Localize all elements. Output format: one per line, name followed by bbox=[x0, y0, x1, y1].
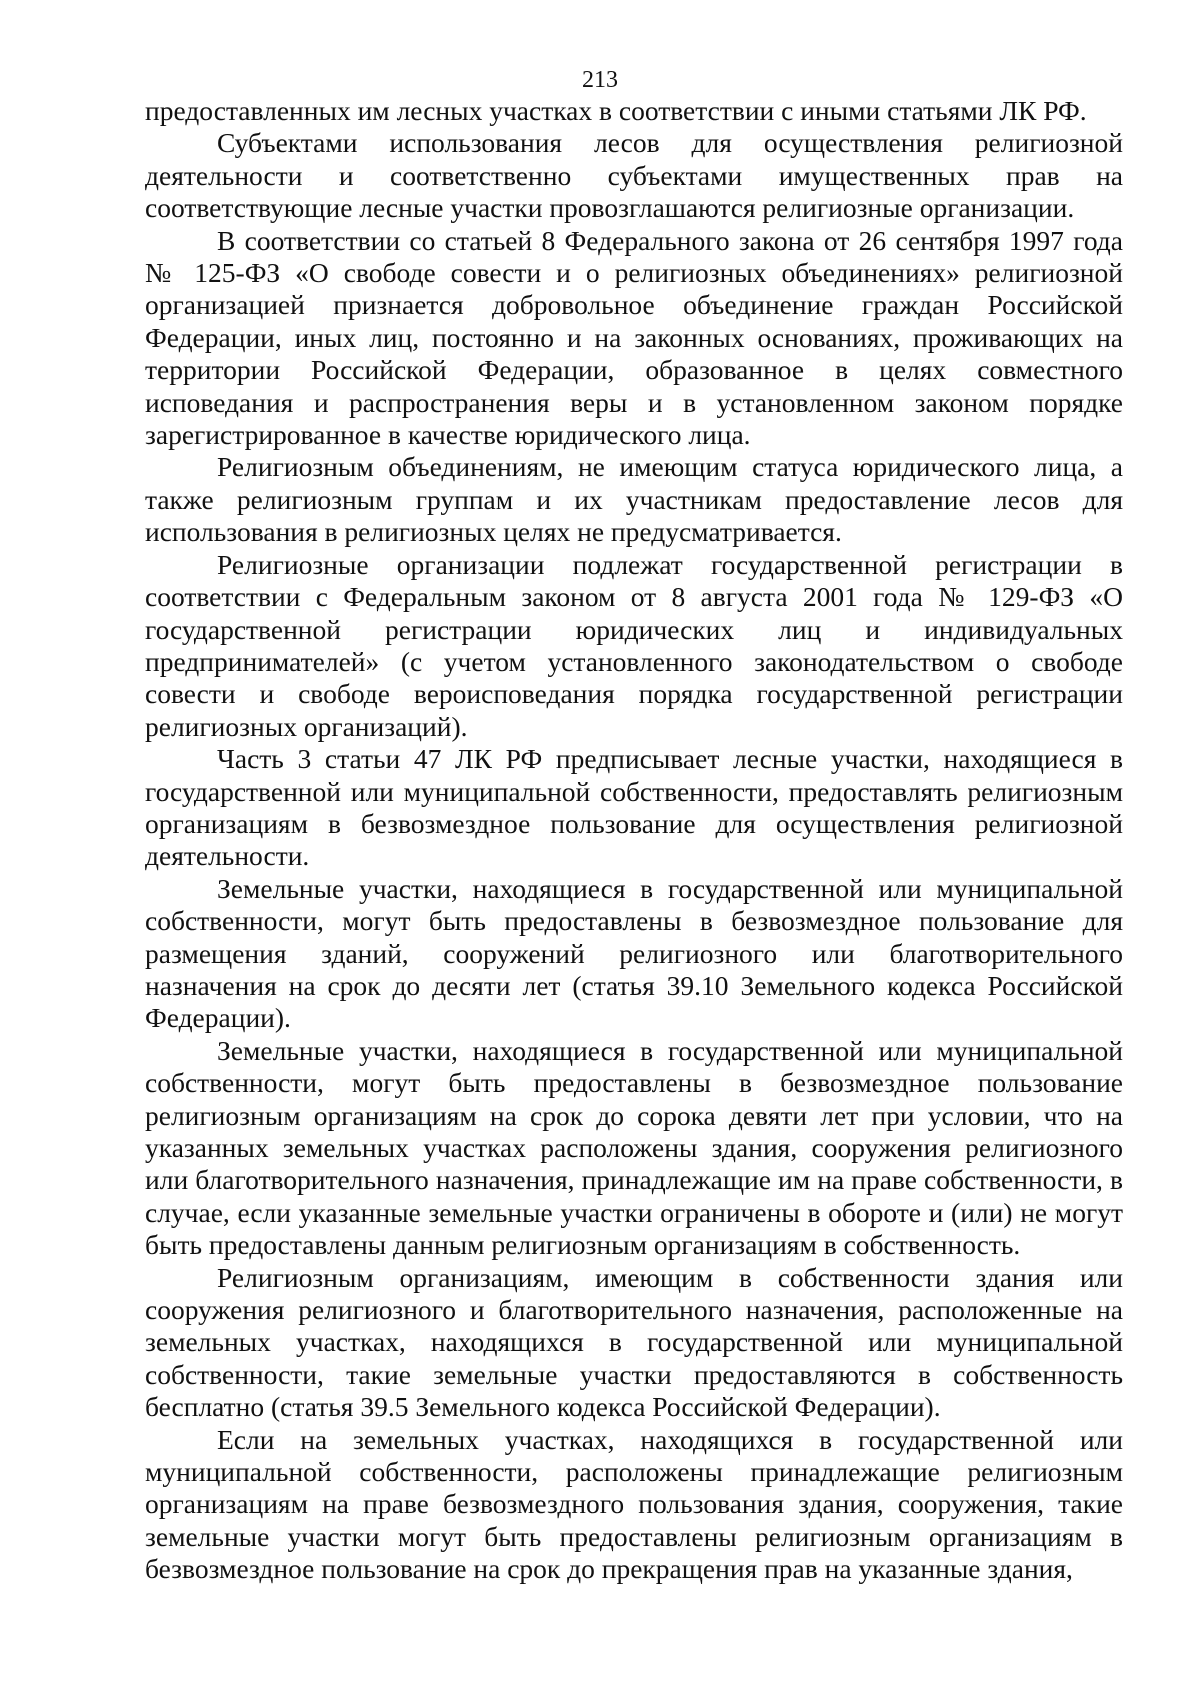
paragraph: Религиозным организациям, имеющим в собственности здания или сооружения религиозного и благотворительного назначения, расположенные на земельных участках, находящихся в государственной или муниципальной собственности, такие земельные участки предоставляются в собственность бесплатно (статья 39.5 Земельного кодекса Российской Федерации). bbox=[145, 1261, 1123, 1423]
page-number: 213 bbox=[582, 67, 618, 93]
paragraph: Часть 3 статьи 47 ЛК РФ предписывает лесные участки, находящиеся в государственной или муниципальной собственности, предоставлять религиозным организациям в безвозмездное пользование для осуществления религиозной деятельности. bbox=[145, 743, 1123, 872]
paragraph: Если на земельных участках, находящихся в государственной или муниципальной собственности, расположены принадлежащие религиозным организациям на праве безвозмездного пользования здания, сооружения, такие земельные участки могут быть предоставлены религиозным организациям в безвозмездное пользование на срок до прекращения прав на указанные здания, bbox=[145, 1423, 1123, 1585]
paragraph: Земельные участки, находящиеся в государственной или муниципальной собственности, могут быть предоставлены в безвозмездное пользование религиозным организациям на срок до сорока девяти лет при условии, что на указанных земельных участках расположены здания, сооружения религиозного или благотворительного назначения, принадлежащие им на праве собственности, в случае, если указанные земельные участки ограничены в обороте и (или) не могут быть предоставлены данным религиозным организациям в собственность. bbox=[145, 1034, 1123, 1261]
paragraph: Религиозные организации подлежат государственной регистрации в соответствии с Федеральным законом от 8 августа 2001 года № 129-ФЗ «О государственной регистрации юридических лиц и индивидуальных предпринимателей» (с учетом установленного законодательством о свободе совести и свободе вероисповедания порядка государственной регистрации религиозных организаций). bbox=[145, 548, 1123, 742]
paragraph: Земельные участки, находящиеся в государственной или муниципальной собственности, могут быть предоставлены в безвозмездное пользование для размещения зданий, сооружений религиозного или благотворительного назначения на срок до десяти лет (статья 39.10 Земельного кодекса Российской Федерации). bbox=[145, 872, 1123, 1034]
paragraph: Субъектами использования лесов для осуществления религиозной деятельности и соответственно субъектами имущественных прав на соответствующие лесные участки провозглашаются религиозные организации. bbox=[145, 127, 1123, 224]
paragraph: Религиозным объединениям, не имеющим статуса юридического лица, а также религиозным группам и их участникам предоставление лесов для использования в религиозных целях не предусматривается. bbox=[145, 451, 1123, 548]
paragraph-continuation: предоставленных им лесных участках в соответствии с иными статьями ЛК РФ. bbox=[145, 95, 1087, 126]
document-body bbox=[145, 95, 1123, 1586]
paragraph: В соответствии со статьей 8 Федерального закона от 26 сентября 1997 года № 125-ФЗ «О свободе совести и о религиозных объединениях» религиозной организацией признается добровольное объединение граждан Российской Федерации, иных лиц, постоянно и на законных основаниях, проживающих на территории Российской Федерации, образованное в целях совместного исповедания и распространения веры и в установленном законом порядке зарегистрированное в качестве юридического лица. bbox=[145, 224, 1123, 451]
